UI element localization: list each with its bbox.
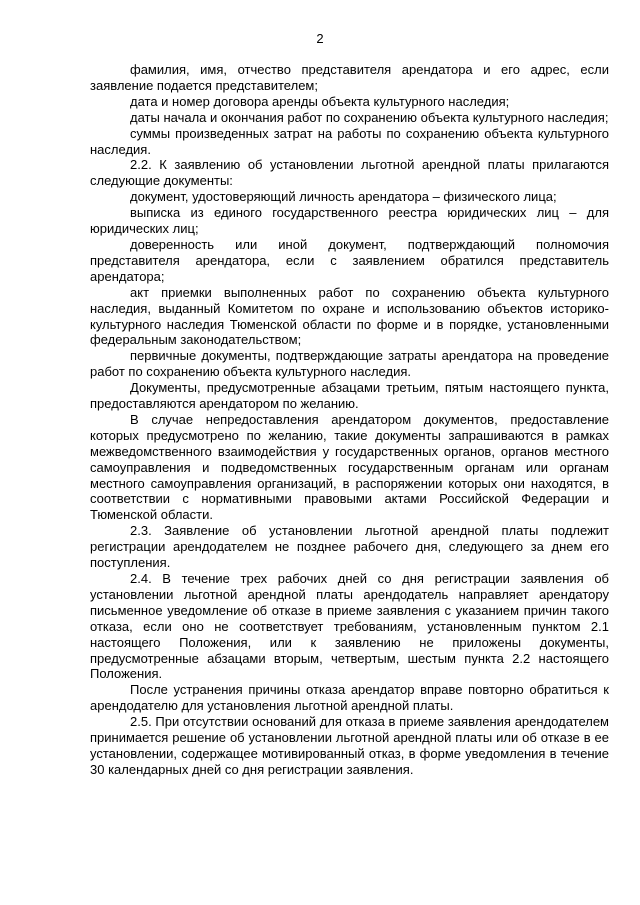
- paragraph: После устранения причины отказа арендатор вправе повторно обратиться к арендодателю для установления льготной арендной платы.: [90, 682, 609, 714]
- paragraph: документ, удостоверяющий личность арендатора – физического лица;: [130, 189, 557, 205]
- paragraph-section-2-2: 2.2. К заявлению об установлении льготной арендной платы прилагаются следующие документы:: [90, 157, 609, 189]
- paragraph-section-2-3: 2.3. Заявление об установлении льготной арендной платы подлежит регистрации арендодателем не позднее рабочего дня, следующего за днем его поступления.: [90, 523, 609, 571]
- paragraph: акт приемки выполненных работ по сохранению объекта культурного наследия, выданный Комитетом по охране и использованию объектов историко-культурного наследия Тюменской области по форме и в порядке, установленными федеральным законодательством;: [90, 284, 609, 348]
- paragraph: первичные документы, подтверждающие затраты арендатора на проведение работ по сохранению объекта культурного наследия.: [90, 348, 609, 380]
- paragraph: В случае непредоставления арендатором документов, предоставление которых предусмотрено по желанию, такие документы запрашиваются в рамках межведомственного взаимодействия у государственных органов, органов местного самоуправления и подведомственных государственным органам или органам местного самоуправления организаций, в распоряжении которых они находятся, в соответствии с нормативными правовыми актами Российской Федерации и Тюменской области.: [90, 411, 609, 523]
- page-number: 2: [316, 31, 324, 46]
- paragraph: дата и номер договора аренды объекта культурного наследия;: [130, 93, 510, 109]
- paragraph: выписка из единого государственного реестра юридических лиц – для юридических лиц;: [90, 205, 609, 237]
- paragraph: даты начала и окончания работ по сохранению объекта культурного наследия;: [130, 109, 609, 125]
- paragraph: суммы произведенных затрат на работы по сохранению объекта культурного наследия.: [90, 125, 609, 157]
- paragraph-section-2-5: 2.5. При отсутствии оснований для отказа в приеме заявления арендодателем принимается решение об установлении льготной арендной платы или об отказе в ее установлении, содержащее мотивированный отказ, в форме уведомления в течение 30 календарных дней со дня регистрации заявления.: [90, 714, 609, 777]
- paragraph: доверенность или иной документ, подтверждающий полномочия представителя арендатора, если с заявлением обратился представитель арендатора;: [90, 236, 609, 284]
- paragraph: фамилия, имя, отчество представителя арендатора и его адрес, если заявление подается представителем;: [90, 62, 609, 93]
- document-body: [90, 62, 609, 778]
- paragraph: Документы, предусмотренные абзацами третьим, пятым настоящего пункта, предоставляются арендатором по желанию.: [90, 380, 609, 412]
- paragraph-section-2-4: 2.4. В течение трех рабочих дней со дня регистрации заявления об установлении льготной арендной платы арендодатель направляет арендатору письменное уведомление об отказе в приеме заявления с указанием причин такого отказа, если оно не соответствует требованиям, установленным пунктом 2.1 настоящего Положения, или к заявлению не приложены документы, предусмотренные абзацами вторым, четвертым, шестым пункта 2.2 настоящего Положения.: [90, 571, 609, 682]
